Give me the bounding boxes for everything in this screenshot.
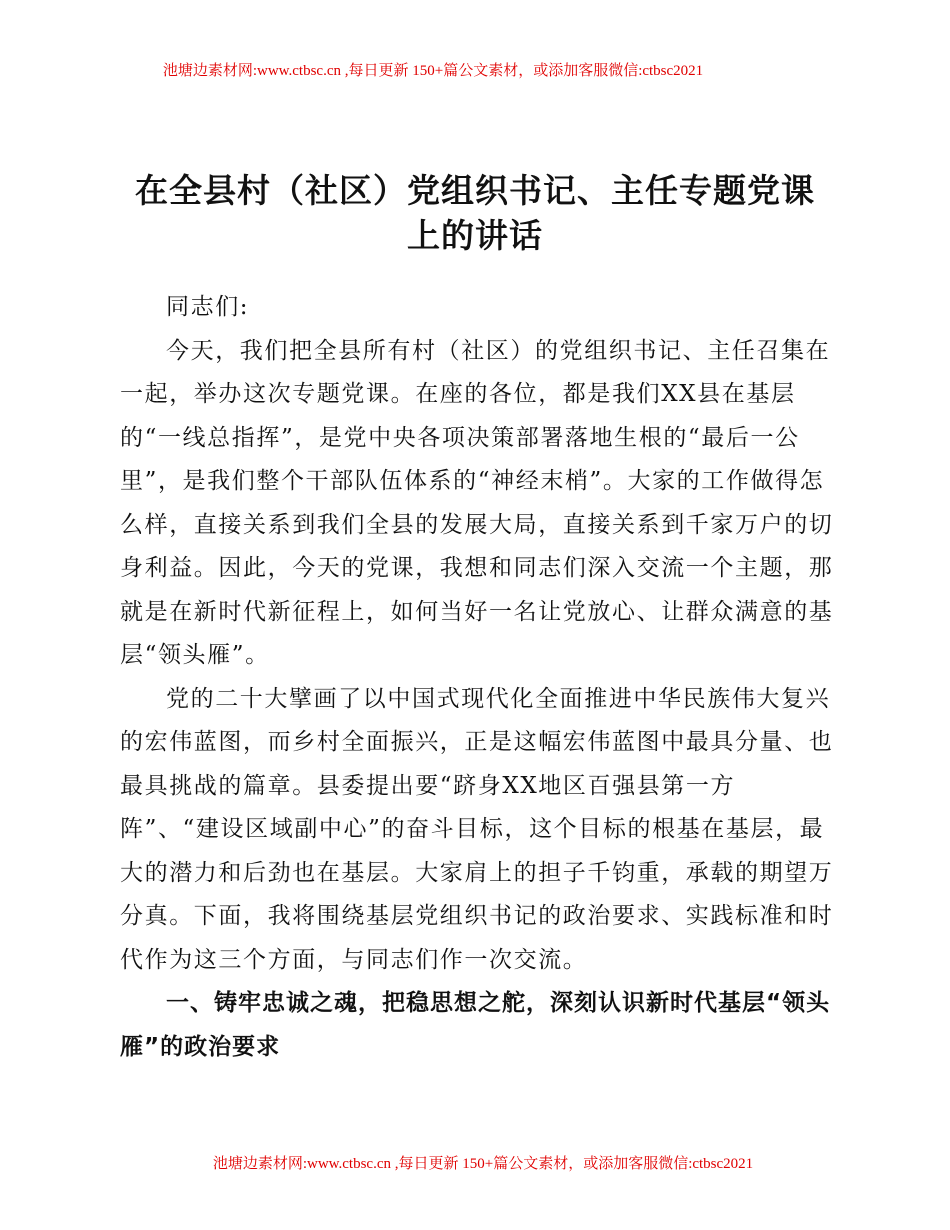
paragraph-2: 党的二十大擘画了以中国式现代化全面推进中华民族伟大复兴的宏伟蓝图，而乡村全面振兴，正是这幅宏伟蓝图中最具分量、也最具挑战的篇章。县委提出要“跻身XX地区百强县第一方阵”、“建设区域副中心”的奋斗目标，这个目标的根基在基层，最大的潜力和后劲也在基层。大家肩上的担子千钧重，承载的期望万分真。下面，我将围绕基层党组织书记的政治要求、实践标准和时代作为这三个方面，与同志们作一次交流。 <box>120 685 834 973</box>
document-title: 在全县村（社区）党组织书记、主任专题党课上的讲话 <box>135 171 815 255</box>
paragraph-1: 今天，我们把全县所有村（社区）的党组织书记、主任召集在一起，举办这次专题党课。在座的各位，都是我们XX县在基层的“一线总指挥”，是党中央各项决策部署落地生根的“最后一公里”，是我们整个干部队伍体系的“神经末梢”。大家的工作做得怎么样，直接关系到我们全县的发展大局，直接关系到千家万户的切身利益。因此，今天的党课，我想和同志们深入交流一个主题，那就是在新时代新征程上，如何当好一名让党放心、让群众满意的基层“领头雁”。 <box>120 337 834 668</box>
watermark-bottom: 池塘边素材网:www.ctbsc.cn ,每日更新 150+篇公文素材，或添加客服微信:ctbsc2021 <box>212 1156 754 1172</box>
document-body <box>120 286 835 1069</box>
section-heading-1: 一、铸牢忠诚之魂，把稳思想之舵，深刻认识新时代基层“领头雁”的政治要求 <box>120 990 831 1060</box>
watermark-top: 池塘边素材网:www.ctbsc.cn ,每日更新 150+篇公文素材，或添加客服微信:ctbsc2021 <box>162 63 704 79</box>
salutation: 同志们: <box>166 294 250 320</box>
